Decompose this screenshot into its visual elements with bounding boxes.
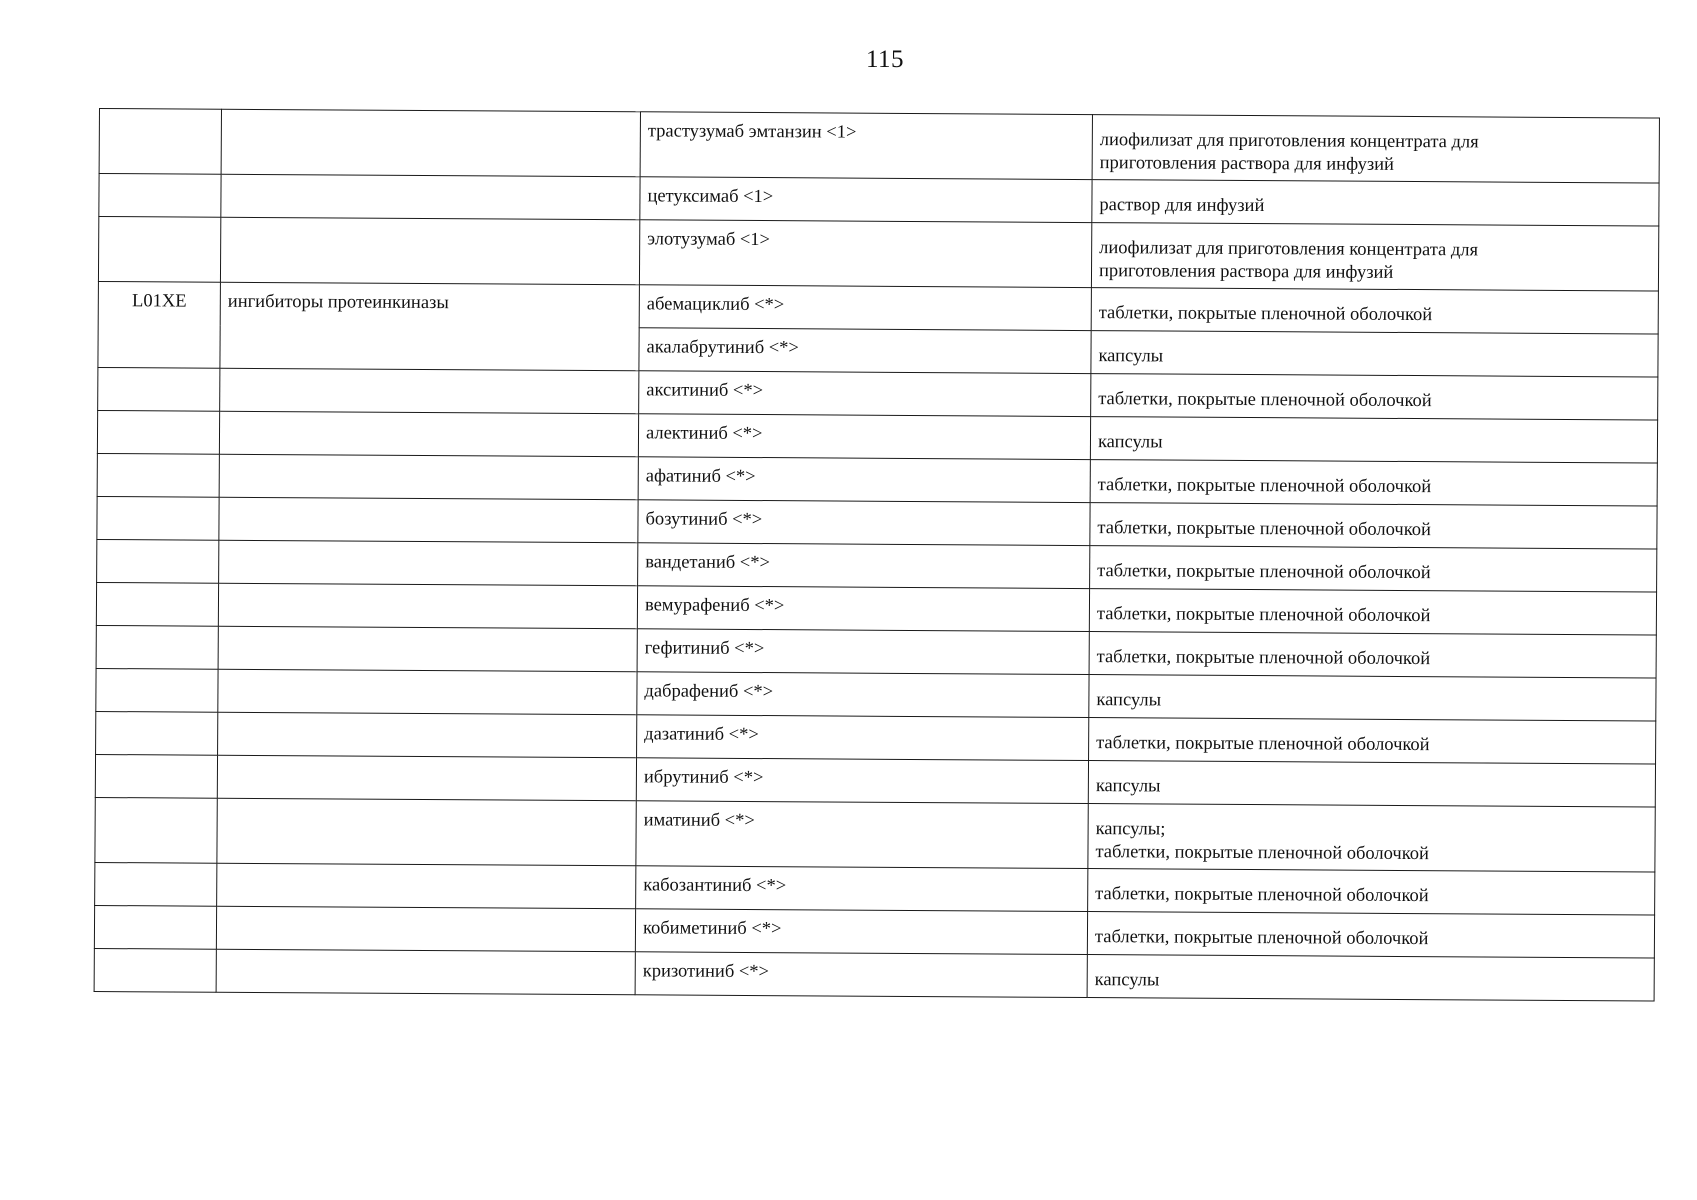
dosage-form-line: лиофилизат для приготовления концентрата для bbox=[1099, 130, 1479, 153]
dosage-form-cell bbox=[1092, 115, 1659, 183]
dosage-form-line: таблетки, покрытые пленочной оболочкой bbox=[1095, 884, 1429, 907]
pharmacological-group-cell bbox=[216, 906, 635, 952]
drug-name-cell: абемациклиб <*> bbox=[639, 285, 1091, 331]
dosage-form-line: капсулы bbox=[1098, 346, 1164, 367]
dosage-form-line: таблетки, покрытые пленочной оболочкой bbox=[1097, 561, 1431, 584]
dosage-form-cell bbox=[1092, 180, 1659, 226]
pharmacological-group-cell bbox=[220, 217, 639, 285]
drug-name-cell: кобиметиниб <*> bbox=[635, 909, 1087, 955]
atc-code-cell bbox=[98, 367, 220, 411]
dosage-form-line: капсулы; bbox=[1095, 819, 1166, 840]
pharmacological-group-cell bbox=[220, 368, 639, 414]
dosage-form-line: таблетки, покрытые пленочной оболочкой bbox=[1098, 389, 1432, 412]
dosage-form-line: таблетки, покрытые пленочной оболочкой bbox=[1097, 475, 1432, 498]
drug-name-cell: бозутиниб <*> bbox=[638, 500, 1090, 546]
drug-name-cell: кабозантиниб <*> bbox=[636, 866, 1088, 912]
pharmacological-group-cell bbox=[221, 109, 640, 177]
atc-code-cell bbox=[95, 754, 217, 798]
dosage-form-line: капсулы bbox=[1097, 432, 1163, 453]
table-row bbox=[98, 281, 1658, 334]
dosage-form-cell bbox=[1088, 869, 1655, 915]
pharmacological-group-cell bbox=[217, 755, 636, 801]
atc-code-cell bbox=[97, 453, 219, 497]
atc-code-cell bbox=[96, 711, 218, 755]
drug-name-cell: алектиниб <*> bbox=[638, 414, 1090, 460]
drug-name-cell: трастузумаб эмтанзин <1> bbox=[640, 112, 1092, 180]
atc-code-cell bbox=[96, 668, 218, 712]
drug-name-cell: афатиниб <*> bbox=[638, 457, 1090, 503]
pharmacological-group-cell bbox=[219, 540, 638, 586]
dosage-form-cell bbox=[1089, 589, 1656, 635]
pharmacological-group-cell bbox=[217, 798, 636, 866]
pharmacological-group-cell bbox=[216, 949, 635, 995]
atc-code-cell bbox=[99, 174, 221, 218]
dosage-form-line: таблетки, покрытые пленочной оболочкой bbox=[1098, 303, 1433, 326]
pharmacological-group-cell bbox=[218, 669, 637, 715]
dosage-form-line: капсулы bbox=[1095, 776, 1161, 797]
atc-code-cell bbox=[95, 797, 217, 863]
pharmacological-group-cell bbox=[218, 583, 637, 629]
dosage-form-line: раствор для инфузий bbox=[1099, 195, 1265, 217]
dosage-form-cell bbox=[1088, 761, 1655, 807]
dosage-form-line: таблетки, покрытые пленочной оболочкой bbox=[1096, 733, 1430, 756]
dosage-form-line: таблетки, покрытые пленочной оболочкой bbox=[1096, 604, 1431, 627]
dosage-form-line: таблетки, покрытые пленочной оболочкой bbox=[1095, 842, 1430, 865]
dosage-form-cell bbox=[1089, 675, 1656, 721]
pharmacological-group-cell bbox=[219, 411, 638, 457]
page-number: 115 bbox=[865, 46, 905, 73]
drug-name-cell: элотузумаб <1> bbox=[639, 220, 1091, 288]
table-row bbox=[94, 948, 1654, 1001]
atc-code-cell bbox=[97, 539, 219, 583]
dosage-form-cell bbox=[1091, 331, 1658, 377]
pharmacological-group-cell bbox=[219, 454, 638, 500]
dosage-form-line: приготовления раствора для инфузий bbox=[1098, 261, 1394, 283]
table-row bbox=[95, 797, 1655, 872]
dosage-form-cell bbox=[1087, 912, 1654, 958]
drug-name-cell: дазатиниб <*> bbox=[637, 715, 1089, 761]
dosage-form-line: капсулы bbox=[1096, 690, 1162, 711]
pharmacological-group-cell: ингибиторы протеинкиназы bbox=[220, 282, 640, 371]
pharmacological-group-cell bbox=[217, 863, 636, 909]
dosage-form-line: таблетки, покрытые пленочной оболочкой bbox=[1096, 647, 1431, 670]
dosage-form-cell bbox=[1089, 632, 1656, 678]
dosage-form-cell bbox=[1087, 955, 1654, 1001]
pharmacological-group-cell bbox=[221, 174, 640, 220]
drug-name-cell: гефитиниб <*> bbox=[637, 629, 1089, 675]
dosage-form-cell bbox=[1090, 546, 1657, 592]
atc-code-cell bbox=[94, 948, 216, 992]
pharmacological-group-cell bbox=[218, 712, 637, 758]
drug-name-cell: вемурафениб <*> bbox=[637, 586, 1089, 632]
drug-name-cell: цетуксимаб <1> bbox=[640, 177, 1092, 223]
drug-name-cell: кризотиниб <*> bbox=[635, 952, 1087, 998]
table-row bbox=[98, 217, 1658, 292]
dosage-form-cell bbox=[1091, 223, 1658, 291]
dosage-form-line: таблетки, покрытые пленочной оболочкой bbox=[1094, 927, 1429, 950]
drug-name-cell: иматиниб <*> bbox=[636, 801, 1088, 869]
drug-name-cell: дабрафениб <*> bbox=[637, 672, 1089, 718]
atc-code-cell: L01XE bbox=[98, 281, 221, 368]
dosage-form-cell bbox=[1090, 503, 1657, 549]
drug-name-cell: акалабрутиниб <*> bbox=[639, 328, 1091, 374]
drug-name-cell: акситиниб <*> bbox=[639, 371, 1091, 417]
drug-table bbox=[94, 108, 1660, 1002]
dosage-form-cell bbox=[1089, 718, 1656, 764]
dosage-form-cell bbox=[1090, 460, 1657, 506]
dosage-form-cell bbox=[1091, 374, 1658, 420]
pharmacological-group-cell bbox=[219, 497, 638, 543]
atc-code-cell bbox=[96, 625, 218, 669]
atc-code-cell bbox=[94, 905, 216, 949]
atc-code-cell bbox=[99, 109, 221, 175]
table-row bbox=[99, 109, 1659, 184]
pharmacological-group-cell bbox=[218, 626, 637, 672]
dosage-form-line: приготовления раствора для инфузий bbox=[1099, 153, 1395, 175]
dosage-form-cell bbox=[1090, 417, 1657, 463]
dosage-form-line: капсулы bbox=[1094, 970, 1160, 991]
atc-code-cell bbox=[97, 496, 219, 540]
atc-code-cell bbox=[95, 862, 217, 906]
dosage-form-cell bbox=[1091, 288, 1658, 334]
atc-code-cell bbox=[97, 410, 219, 454]
atc-code-cell bbox=[96, 582, 218, 626]
dosage-form-line: таблетки, покрытые пленочной оболочкой bbox=[1097, 518, 1431, 541]
atc-code-cell bbox=[98, 217, 220, 283]
dosage-form-line: лиофилизат для приготовления концентрата для bbox=[1099, 238, 1479, 261]
drug-name-cell: ибрутиниб <*> bbox=[636, 758, 1088, 804]
dosage-form-cell bbox=[1088, 804, 1655, 872]
drug-name-cell: вандетаниб <*> bbox=[638, 543, 1090, 589]
